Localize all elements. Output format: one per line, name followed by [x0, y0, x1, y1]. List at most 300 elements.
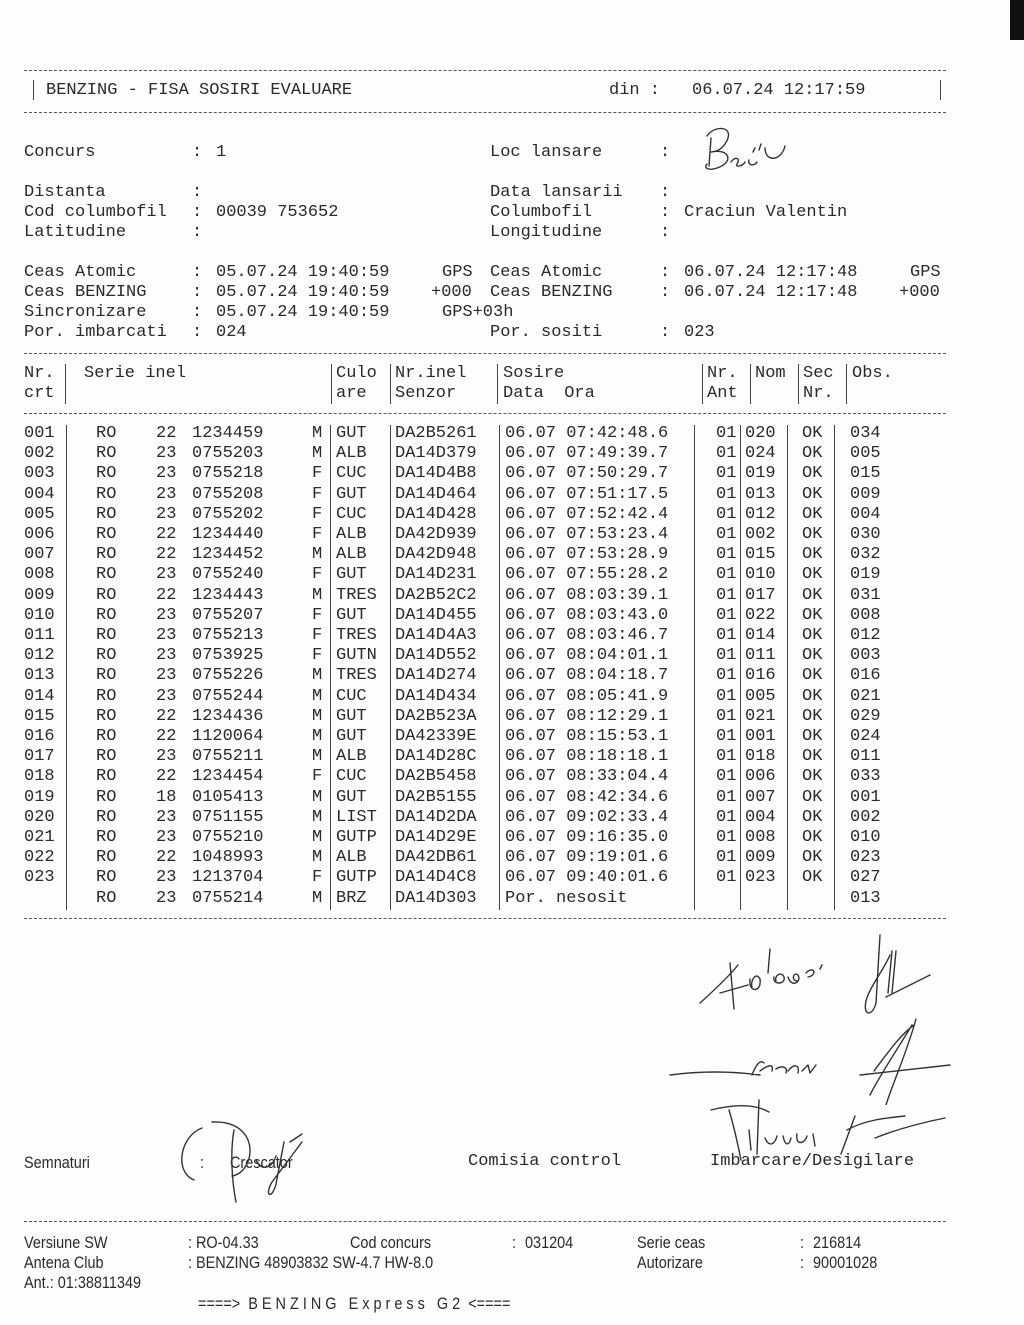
- cell-culoare: ALB: [336, 525, 367, 544]
- cell-sex: F: [312, 525, 323, 544]
- cell-nom: 012: [745, 504, 776, 524]
- table-row: [0, 646, 1024, 666]
- cell-senzor: DA42339E: [395, 727, 477, 746]
- cell-culoare: ALB: [336, 545, 367, 565]
- cell-obs: 023: [850, 848, 881, 868]
- din-label: din :: [609, 81, 661, 100]
- columbofil-value: Craciun Valentin: [684, 203, 848, 222]
- cell-serie: 0755202: [192, 504, 264, 524]
- cell-sex: F: [312, 464, 323, 484]
- info-sep: :: [660, 143, 671, 162]
- cell-sex: F: [312, 646, 323, 666]
- cell-nr: 013: [24, 666, 55, 686]
- cell-ant: 01: [716, 464, 737, 484]
- cell-tara: RO: [96, 787, 117, 807]
- clock-suffix: GPS+03h: [442, 303, 514, 322]
- cell-senzor: DA42D948: [395, 545, 477, 565]
- cell-sosire: 06.07 08:15:53.1: [505, 727, 669, 746]
- cell-nom: 009: [745, 848, 776, 868]
- cell-culoare: ALB: [336, 747, 367, 767]
- cell-sex: M: [312, 807, 323, 827]
- cell-sec: OK: [802, 525, 823, 544]
- cell-nom: 017: [745, 585, 776, 605]
- cell-sex: M: [312, 686, 323, 706]
- header-bottom-rule: [24, 112, 946, 113]
- cell-serie: 1048993: [192, 848, 264, 868]
- cell-sec: OK: [802, 605, 823, 625]
- cell-nom: 006: [745, 767, 776, 787]
- cell-serie: 0755213: [192, 626, 264, 645]
- cell-serie: 0755226: [192, 666, 264, 686]
- footer-sep: :: [188, 1253, 193, 1272]
- cell-nr: 014: [24, 686, 55, 706]
- cell-nom: 007: [745, 787, 776, 807]
- cell-sosire: 06.07 08:12:29.1: [505, 706, 669, 726]
- cell-tara: RO: [96, 848, 117, 868]
- cell-obs: 016: [850, 666, 881, 686]
- cell-nr: 015: [24, 706, 55, 726]
- cell-an: 23: [156, 605, 177, 625]
- table-row: [0, 808, 1024, 828]
- cell-tara: RO: [96, 504, 117, 524]
- table-header-rule: [24, 413, 946, 414]
- cell-senzor: DA42DB61: [395, 848, 477, 868]
- info-sep: :: [192, 183, 203, 202]
- cell-sosire: 06.07 07:42:48.6: [505, 424, 669, 443]
- cod-columbofil-value: 00039 753652: [216, 203, 339, 222]
- cell-sex: M: [312, 444, 323, 464]
- cell-sec: OK: [802, 585, 823, 605]
- cell-ant: 01: [716, 686, 737, 706]
- footer-rule: [24, 1221, 946, 1222]
- cell-nom: 023: [745, 868, 776, 888]
- cell-ant: 01: [716, 585, 737, 605]
- cell-an: 23: [156, 464, 177, 484]
- cell-culoare: GUT: [336, 787, 367, 807]
- cell-nr: 008: [24, 565, 55, 585]
- col-header-culoare-sub: are: [336, 384, 367, 403]
- table-row: [0, 767, 1024, 787]
- cell-nom: 004: [745, 807, 776, 827]
- cell-an: 23: [156, 868, 177, 888]
- header-col-divider: [390, 364, 391, 404]
- por-sositi-value: 023: [684, 323, 715, 342]
- cell-an: 23: [156, 888, 177, 908]
- cell-nr: 009: [24, 585, 55, 605]
- cell-senzor: DA2B5458: [395, 767, 477, 787]
- cell-sosire: 06.07 07:53:23.4: [505, 525, 669, 544]
- header-top-rule: [24, 70, 946, 71]
- cell-senzor: DA2B52C2: [395, 585, 477, 605]
- cell-sosire: 06.07 09:40:01.6: [505, 868, 669, 888]
- info-label: Concurs: [24, 143, 96, 162]
- cell-tara: RO: [96, 868, 117, 888]
- cell-nom: 022: [745, 605, 776, 625]
- cell-nom: 014: [745, 626, 776, 645]
- cell-nom: 018: [745, 747, 776, 767]
- table-row: [0, 687, 1024, 707]
- clock-sep: :: [660, 263, 671, 282]
- cell-sex: F: [312, 626, 323, 645]
- cell-culoare: ALB: [336, 848, 367, 868]
- cell-nr: 011: [24, 626, 55, 645]
- cell-serie: 0755214: [192, 888, 264, 908]
- cell-nom: 024: [745, 444, 776, 464]
- cell-sex: F: [312, 484, 323, 504]
- cell-an: 22: [156, 525, 177, 544]
- table-row: [0, 868, 1024, 888]
- cell-sex: M: [312, 666, 323, 686]
- cell-nr: 004: [24, 484, 55, 504]
- clock-label: Sincronizare: [24, 303, 147, 322]
- cell-an: 23: [156, 807, 177, 827]
- cell-an: 23: [156, 686, 177, 706]
- cell-obs: 012: [850, 626, 881, 645]
- clock-suffix: GPS: [910, 263, 941, 282]
- cell-sosire: 06.07 08:03:43.0: [505, 605, 669, 625]
- crescator-label: Crescator: [230, 1153, 293, 1172]
- cell-sec: OK: [802, 484, 823, 504]
- table-row: [0, 666, 1024, 686]
- cell-sec: OK: [802, 646, 823, 666]
- cell-culoare: GUT: [336, 605, 367, 625]
- header-col-divider: [497, 364, 498, 404]
- table-row: [0, 565, 1024, 585]
- cell-obs: 010: [850, 828, 881, 847]
- cell-nr: 001: [24, 424, 55, 443]
- cell-nr: 018: [24, 767, 55, 787]
- cell-senzor: DA14D428: [395, 504, 477, 524]
- cell-senzor: DA14D455: [395, 605, 477, 625]
- cell-nom: 021: [745, 706, 776, 726]
- cell-sosire: 06.07 07:52:42.4: [505, 504, 669, 524]
- signature-abalasei: [690, 915, 950, 1025]
- cell-an: 23: [156, 484, 177, 504]
- cell-senzor: DA14D4C8: [395, 868, 477, 888]
- cell-an: 22: [156, 767, 177, 787]
- info-sep: :: [192, 143, 203, 162]
- cell-obs: 003: [850, 646, 881, 666]
- cell-culoare: BRZ: [336, 888, 367, 908]
- cell-sosire: 06.07 07:50:29.7: [505, 464, 669, 484]
- cell-sosire: Por. nesosit: [505, 888, 628, 908]
- cell-serie: 1213704: [192, 868, 264, 888]
- table-row: [0, 727, 1024, 747]
- imbarcare-desigilare-label: Imbarcare/Desigilare: [710, 1152, 915, 1171]
- cell-nom: 013: [745, 484, 776, 504]
- cell-an: 23: [156, 626, 177, 645]
- cell-nom: 015: [745, 545, 776, 565]
- header-col-divider: [798, 364, 799, 404]
- clock-label: Por. imbarcati: [24, 323, 167, 342]
- cell-nom: 005: [745, 686, 776, 706]
- header-right-bar: [940, 80, 941, 100]
- cell-ant: 01: [716, 484, 737, 504]
- semnaturi-sep: :: [200, 1153, 205, 1172]
- cell-obs: 019: [850, 565, 881, 585]
- cell-sosire: 06.07 07:53:28.9: [505, 545, 669, 565]
- cell-nr: 002: [24, 444, 55, 464]
- cell-ant: 01: [716, 807, 737, 827]
- cell-sex: M: [312, 424, 323, 443]
- cell-serie: 1234454: [192, 767, 264, 787]
- cell-sosire: 06.07 08:04:01.1: [505, 646, 669, 666]
- cell-culoare: GUT: [336, 424, 367, 443]
- cell-sex: M: [312, 828, 323, 847]
- cell-nr: 023: [24, 868, 55, 888]
- table-row: [0, 545, 1024, 565]
- table-row: [0, 424, 1024, 444]
- por-imbarcati-value: 024: [216, 323, 247, 342]
- cell-obs: 032: [850, 545, 881, 565]
- cell-obs: 008: [850, 605, 881, 625]
- cell-sex: F: [312, 565, 323, 585]
- cell-sex: M: [312, 888, 323, 908]
- cell-sex: M: [312, 848, 323, 868]
- cell-sex: F: [312, 605, 323, 625]
- cell-ant: 01: [716, 868, 737, 888]
- table-row: [0, 889, 1024, 909]
- cell-senzor: DA14D552: [395, 646, 477, 666]
- cell-tara: RO: [96, 444, 117, 464]
- cell-culoare: GUTN: [336, 646, 377, 666]
- cell-sosire: 06.07 08:33:04.4: [505, 767, 669, 787]
- cell-an: 22: [156, 848, 177, 868]
- cell-obs: 001: [850, 787, 881, 807]
- cell-senzor: DA14D303: [395, 888, 477, 908]
- cell-obs: 033: [850, 767, 881, 787]
- cell-ant: 01: [716, 444, 737, 464]
- cell-an: 22: [156, 585, 177, 605]
- cell-nom: 019: [745, 464, 776, 484]
- cell-sosire: 06.07 08:05:41.9: [505, 686, 669, 706]
- clock-sep: :: [192, 303, 203, 322]
- cell-ant: 01: [716, 706, 737, 726]
- cell-nr: 019: [24, 787, 55, 807]
- cell-sec: OK: [802, 565, 823, 585]
- cell-tara: RO: [96, 828, 117, 847]
- cell-sec: OK: [802, 424, 823, 443]
- cell-culoare: TRES: [336, 666, 377, 686]
- cell-obs: 021: [850, 686, 881, 706]
- cell-sosire: 06.07 07:55:28.2: [505, 565, 669, 585]
- footer-label: Versiune SW: [24, 1233, 108, 1252]
- table-row: [0, 444, 1024, 464]
- cell-sec: OK: [802, 828, 823, 847]
- cell-culoare: GUT: [336, 565, 367, 585]
- cell-sec: OK: [802, 767, 823, 787]
- cell-serie: 0755240: [192, 565, 264, 585]
- cell-culoare: TRES: [336, 626, 377, 645]
- table-top-rule: [24, 353, 946, 354]
- cell-ant: 01: [716, 626, 737, 645]
- header-col-divider: [331, 364, 332, 404]
- info-label: Columbofil: [490, 203, 593, 222]
- clock-sep: :: [660, 283, 671, 302]
- info-label: Loc lansare: [490, 143, 603, 162]
- cell-serie: 0755208: [192, 484, 264, 504]
- clock-sep: :: [192, 283, 203, 302]
- footer-value: 216814: [813, 1233, 862, 1252]
- cell-an: 23: [156, 565, 177, 585]
- footer-label: Autorizare: [637, 1253, 703, 1272]
- cell-ant: 01: [716, 424, 737, 443]
- cell-senzor: DA14D379: [395, 444, 477, 464]
- cell-culoare: CUC: [336, 504, 367, 524]
- cell-serie: 1234443: [192, 585, 264, 605]
- cell-obs: 013: [850, 888, 881, 908]
- cell-tara: RO: [96, 565, 117, 585]
- cell-obs: 002: [850, 807, 881, 827]
- cell-tara: RO: [96, 605, 117, 625]
- cell-nom: 011: [745, 646, 776, 666]
- cell-obs: 011: [850, 747, 881, 767]
- cell-sosire: 06.07 08:03:46.7: [505, 626, 669, 645]
- cell-serie: 0755218: [192, 464, 264, 484]
- table-row: [0, 464, 1024, 484]
- clock-suffix: GPS: [442, 263, 473, 282]
- cell-sosire: 06.07 09:16:35.0: [505, 828, 669, 847]
- header-col-divider: [702, 364, 703, 404]
- cell-culoare: GUTP: [336, 828, 377, 847]
- cell-obs: 027: [850, 868, 881, 888]
- cell-tara: RO: [96, 727, 117, 746]
- table-row: [0, 525, 1024, 545]
- col-header-serie: Serie inel: [84, 364, 187, 383]
- clock-value: 05.07.24 19:40:59: [216, 303, 390, 322]
- cell-senzor: DA14D434: [395, 686, 477, 706]
- cell-ant: 01: [716, 666, 737, 686]
- cell-tara: RO: [96, 424, 117, 443]
- clock-value: 06.07.24 12:17:48: [684, 283, 858, 302]
- cell-sec: OK: [802, 545, 823, 565]
- benzing-banner: ====> B E N Z I N G E x p r e s s G 2 <====: [198, 1294, 511, 1313]
- cell-tara: RO: [96, 585, 117, 605]
- cell-nr: 022: [24, 848, 55, 868]
- cell-tara: RO: [96, 626, 117, 645]
- cell-tara: RO: [96, 464, 117, 484]
- cell-serie: 0755244: [192, 686, 264, 706]
- cell-an: 22: [156, 706, 177, 726]
- cell-ant: 01: [716, 605, 737, 625]
- cell-senzor: DA14D29E: [395, 828, 477, 847]
- info-label: Latitudine: [24, 223, 127, 242]
- col-header-nr-sub: crt: [24, 384, 55, 403]
- cell-culoare: LIST: [336, 807, 377, 827]
- cell-tara: RO: [96, 525, 117, 544]
- cell-senzor: DA14D464: [395, 484, 477, 504]
- clock-value: 05.07.24 19:40:59: [216, 263, 390, 282]
- comisia-control-label: Comisia control: [468, 1152, 622, 1171]
- cell-sec: OK: [802, 666, 823, 686]
- cell-nr: 006: [24, 525, 55, 544]
- cell-culoare: CUC: [336, 767, 367, 787]
- cell-sex: F: [312, 767, 323, 787]
- cell-nr: 003: [24, 464, 55, 484]
- cell-sex: M: [312, 747, 323, 767]
- cell-culoare: CUC: [336, 686, 367, 706]
- cell-sec: OK: [802, 747, 823, 767]
- cell-ant: 01: [716, 545, 737, 565]
- cell-culoare: CUC: [336, 464, 367, 484]
- col-header-ant-sub: Ant: [707, 384, 738, 403]
- col-header-nr: Nr.: [24, 364, 55, 383]
- cell-sex: M: [312, 545, 323, 565]
- cell-serie: 1234436: [192, 706, 264, 726]
- cell-sosire: 06.07 09:19:01.6: [505, 848, 669, 868]
- cell-tara: RO: [96, 646, 117, 666]
- cell-culoare: TRES: [336, 585, 377, 605]
- cell-an: 23: [156, 666, 177, 686]
- clock-value: 06.07.24 12:17:48: [684, 263, 858, 282]
- cell-tara: RO: [96, 888, 117, 908]
- cell-ant: 01: [716, 727, 737, 746]
- cell-an: 22: [156, 424, 177, 443]
- info-sep: :: [192, 203, 203, 222]
- cell-obs: 031: [850, 585, 881, 605]
- clock-value: 05.07.24 19:40:59: [216, 283, 390, 302]
- clock-suffix: +000: [431, 283, 472, 302]
- cell-tara: RO: [96, 747, 117, 767]
- cell-culoare: GUT: [336, 727, 367, 746]
- cell-obs: 004: [850, 504, 881, 524]
- footer-label: Antena Club: [24, 1253, 104, 1272]
- clock-label: Ceas BENZING: [24, 283, 147, 302]
- cell-nr: 010: [24, 605, 55, 625]
- table-row: [0, 707, 1024, 727]
- cell-nom: 016: [745, 666, 776, 686]
- cell-serie: 0755207: [192, 605, 264, 625]
- cell-sec: OK: [802, 626, 823, 645]
- info-label: Data lansarii: [490, 183, 623, 202]
- cell-senzor: DA2B5155: [395, 787, 477, 807]
- cell-senzor: DA14D4B8: [395, 464, 477, 484]
- signature-crescator: [172, 1112, 352, 1212]
- cell-ant: 01: [716, 767, 737, 787]
- cell-sec: OK: [802, 807, 823, 827]
- cell-an: 23: [156, 828, 177, 847]
- cell-nr: 017: [24, 747, 55, 767]
- cell-sec: OK: [802, 444, 823, 464]
- cell-obs: 015: [850, 464, 881, 484]
- cell-serie: 0753925: [192, 646, 264, 666]
- cell-sosire: 06.07 08:04:18.7: [505, 666, 669, 686]
- footer-label: Cod concurs: [350, 1233, 432, 1252]
- cell-sex: M: [312, 706, 323, 726]
- footer-value: 031204: [525, 1233, 574, 1252]
- cell-tara: RO: [96, 484, 117, 504]
- info-sep: :: [660, 203, 671, 222]
- clock-sep: :: [660, 323, 671, 342]
- cell-obs: 034: [850, 424, 881, 443]
- cell-sex: M: [312, 585, 323, 605]
- cell-serie: 1234452: [192, 545, 264, 565]
- cell-serie: 0755211: [192, 747, 264, 767]
- col-header-ant: Nr.: [707, 364, 738, 383]
- clock-label: Ceas Atomic: [490, 263, 603, 282]
- cell-senzor: DA14D274: [395, 666, 477, 686]
- footer-value: 90001028: [813, 1253, 878, 1272]
- cell-obs: 030: [850, 525, 881, 544]
- cell-serie: 0751155: [192, 807, 264, 827]
- cell-nom: 020: [745, 424, 776, 443]
- cell-an: 23: [156, 747, 177, 767]
- clock-label: Ceas BENZING: [490, 283, 613, 302]
- col-header-sec-sub: Nr.: [803, 384, 834, 403]
- footer-label: Serie ceas: [637, 1233, 706, 1252]
- footer-value: RO-04.33: [196, 1233, 259, 1252]
- cell-senzor: DA14D4A3: [395, 626, 477, 645]
